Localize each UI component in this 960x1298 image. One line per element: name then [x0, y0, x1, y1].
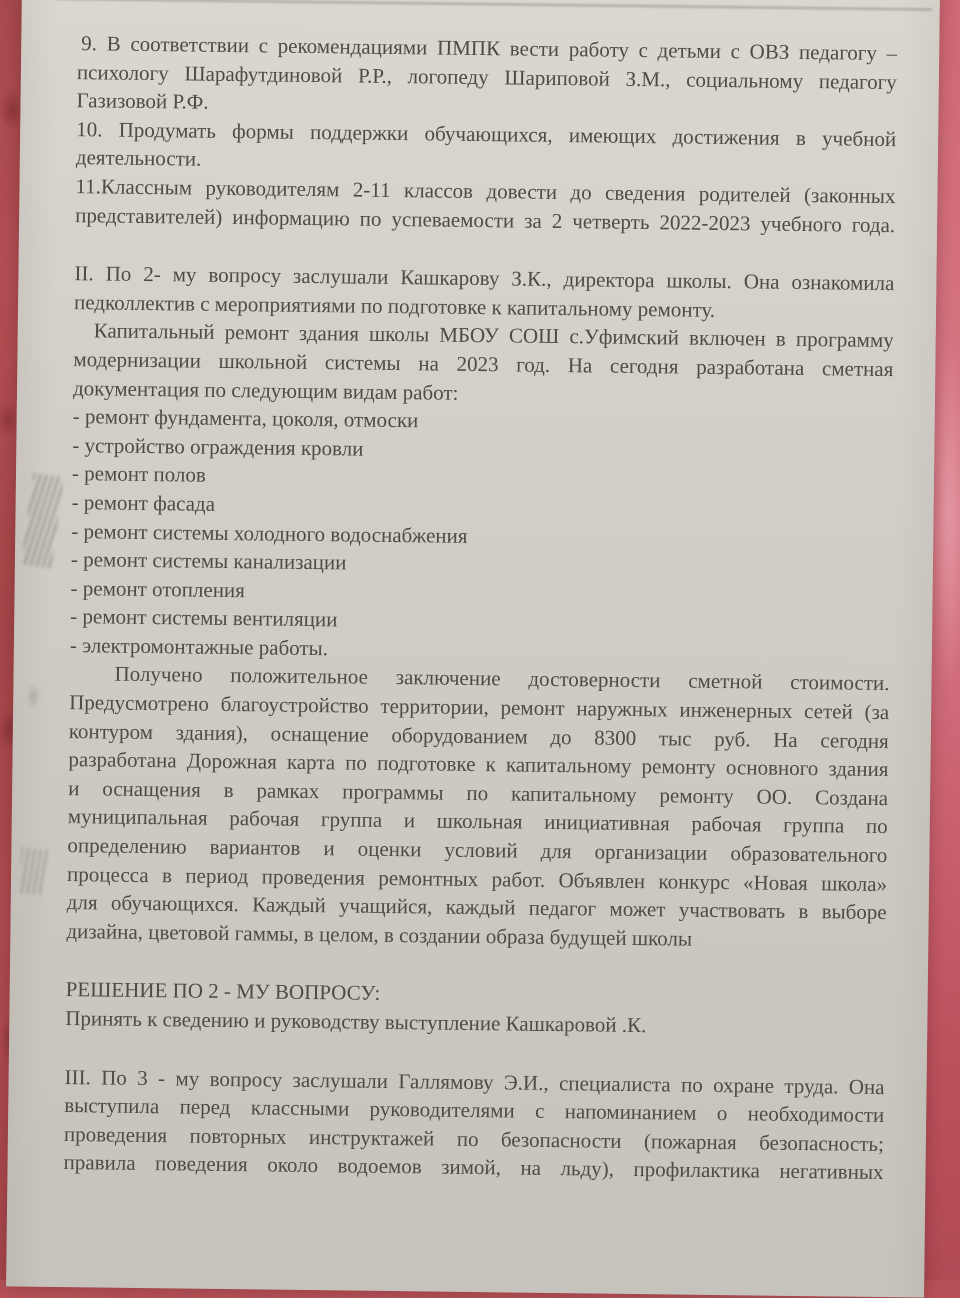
text-line: для обучающихся. Каждый учащийся, каждый педагог может участвовать в выборе — [66, 890, 887, 925]
text-line: правила поведения около водоемов зимой, на льду), профилактика негативных — [63, 1150, 884, 1185]
text-line: дизайна, цветовой гаммы, в целом, в создании образа будущей школы — [66, 918, 693, 951]
text-line: 9. В соответствии с рекомендациями ПМПК вести работу с детьми с ОВЗ педагогу – — [81, 31, 898, 66]
text-line: - ремонт системы канализации — [70, 547, 347, 575]
text-line: РЕШЕНИЕ ПО 2 - МУ ВОПРОСУ: — [65, 977, 381, 1006]
text-line: проведения повторных инструктажей по безопасности (пожарная безопасность; — [63, 1121, 885, 1156]
text-line: II. По 2- му вопросу заслушали Кашкарову З.К., директора школы. Она ознакомила — [74, 261, 895, 296]
text-line: - ремонт системы вентиляции — [70, 604, 338, 632]
text-line: муниципальная рабочая группа и школьная инициативная рабочая группа по — [67, 804, 888, 839]
text-line: определению вариантов и оценки условий для организации образовательного — [67, 833, 888, 868]
text-line: - устройство ограждения кровли — [72, 432, 364, 461]
text-line: - ремонт фасада — [71, 489, 216, 516]
text-line: психологу Шарафутдиновой Р.Р., логопеду Шариповой З.М., социальному педагогу — [76, 59, 897, 94]
text-line: выступила перед классными руководителями с напоминанием о необходимости — [64, 1093, 885, 1128]
text-line: - ремонт отопления — [70, 575, 246, 602]
text-line: Принять к сведению и руководству выступление Кашкаровой .К. — [65, 1006, 647, 1038]
text-line: - ремонт фундамента, цоколя, отмоски — [72, 404, 419, 433]
text-line: 11.Классным руководителям 2-11 классов довести до сведения родителей (законных — [75, 174, 896, 209]
text-line: процесса в период проведения ремонтных работ. Объявлен конкурс «Новая школа» — [66, 861, 888, 896]
pencil-smudge — [21, 473, 63, 568]
text-line: разработана Дорожная карта по подготовке к капитальному ремонту основного здания — [68, 747, 889, 782]
text-line: III. По 3 - му вопросу заслушали Галлямову Э.И., специалиста по охране труда. Она — [64, 1064, 885, 1099]
text-line: представителей) информацию по успеваемости за 2 четверть 2022-2023 учебного года. — [75, 202, 896, 237]
text-line: документация по следующим видам работ: — [72, 375, 459, 405]
page-top-fold-shadow — [56, 0, 932, 11]
text-line: Газизовой Р.Ф. — [76, 88, 209, 114]
pencil-smudge — [18, 848, 48, 896]
pencil-smudge — [26, 683, 40, 711]
text-line: - ремонт полов — [71, 461, 207, 488]
text-line: и оснащения в рамках программы по капитальному ремонту ОО. Создана — [68, 775, 889, 810]
text-line: Получено положительное заключение достоверности сметной стоимости. — [114, 662, 890, 696]
text-line: - ремонт системы холодного водоснабжения — [71, 518, 468, 548]
text-line: - электромонтажные работы. — [69, 632, 329, 661]
document-page — [6, 0, 940, 1298]
document-text — [63, 29, 897, 1187]
text-line: Предусмотрено благоустройство территории, ремонт наружных инженерных сетей (за — [69, 690, 890, 725]
text-line: деятельности. — [75, 145, 202, 172]
text-line: Капитальный ремонт здания школы МБОУ СОШ с.Уфимский включен в программу — [93, 318, 894, 353]
text-line: контуром здания), оснащение оборудованием до 8300 тыс руб. На сегодня — [68, 718, 889, 753]
text-line: модернизации школьной системы на 2023 год. На сегодня разработана сметная — [73, 347, 894, 382]
text-line: педколлектив с мероприятиями по подготовке к капитальному ремонту. — [73, 289, 716, 322]
text-line: 10. Продумать формы поддержки обучающихся, имеющих достижения в учебной — [76, 116, 897, 151]
